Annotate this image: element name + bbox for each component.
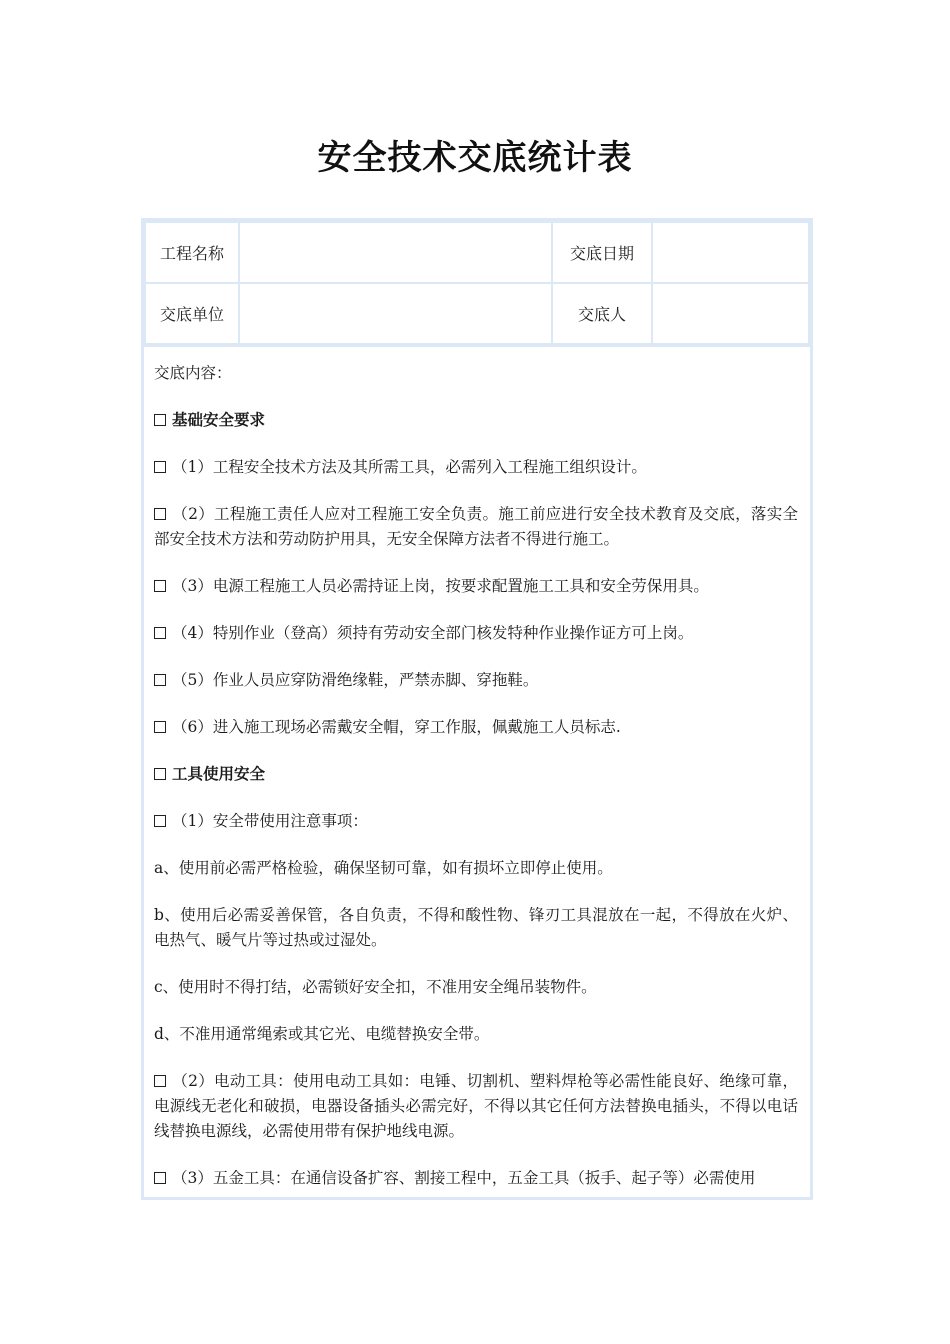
paragraph-text: （5）作业人员应穿防滑绝缘鞋，严禁赤脚、穿拖鞋。 <box>172 671 539 689</box>
content-paragraph <box>154 621 798 646</box>
paragraph-text: （1）安全带使用注意事项： <box>172 812 368 830</box>
paragraph-text: （1）工程安全技术方法及其所需工具，必需列入工程施工组织设计。 <box>172 458 647 476</box>
unit-label: 交底单位 <box>145 283 239 344</box>
paragraph-text: （3）五金工具：在通信设备扩容、割接工程中，五金工具（扳手、起子等）必需使用 <box>172 1169 756 1187</box>
paragraph-text: d、不准用通常绳索或其它光、电缆替换安全带。 <box>154 1025 490 1043</box>
info-row-2 <box>145 283 809 344</box>
paragraph-text: （3）电源工程施工人员必需持证上岗，按要求配置施工工具和安全劳保用具。 <box>172 577 709 595</box>
content-paragraph <box>154 1022 798 1047</box>
content-paragraphs <box>154 408 798 1191</box>
content-paragraph <box>154 715 798 740</box>
paragraph-text: a、使用前必需严格检验，确保坚韧可靠，如有损坏立即停止使用。 <box>154 859 613 877</box>
section-heading <box>154 762 798 787</box>
checkbox-icon[interactable] <box>154 508 166 520</box>
info-row-1 <box>145 222 809 283</box>
content-paragraph <box>154 1166 798 1191</box>
content-paragraph <box>154 455 798 480</box>
person-field[interactable] <box>652 283 809 344</box>
content-area <box>144 345 810 1197</box>
content-paragraph <box>154 502 798 552</box>
content-paragraph <box>154 856 798 881</box>
content-paragraph <box>154 574 798 599</box>
paragraph-text: （4）特别作业（登高）须持有劳动安全部门核发特种作业操作证方可上岗。 <box>172 624 694 642</box>
section-heading <box>154 408 798 433</box>
paragraph-text: （6）进入施工现场必需戴安全帽，穿工作服，佩戴施工人员标志. <box>172 718 621 736</box>
content-paragraph <box>154 975 798 1000</box>
checkbox-icon[interactable] <box>154 461 166 473</box>
checkbox-icon[interactable] <box>154 674 166 686</box>
content-label: 交底内容： <box>154 364 232 382</box>
project-name-field[interactable] <box>239 222 552 283</box>
info-table <box>144 221 810 345</box>
project-name-label: 工程名称 <box>145 222 239 283</box>
record-sheet <box>141 218 813 1200</box>
checkbox-icon[interactable] <box>154 580 166 592</box>
paragraph-text: 基础安全要求 <box>172 411 266 429</box>
checkbox-icon[interactable] <box>154 1172 166 1184</box>
content-paragraph <box>154 668 798 693</box>
checkbox-icon[interactable] <box>154 1075 166 1087</box>
date-label: 交底日期 <box>552 222 652 283</box>
paragraph-text: c、使用时不得打结，必需锁好安全扣，不准用安全绳吊装物件。 <box>154 978 597 996</box>
checkbox-icon[interactable] <box>154 627 166 639</box>
paragraph-text: 工具使用安全 <box>172 765 266 783</box>
person-label: 交底人 <box>552 283 652 344</box>
checkbox-icon[interactable] <box>154 414 166 426</box>
checkbox-icon[interactable] <box>154 815 166 827</box>
paragraph-text: b、使用后必需妥善保管，各自负责，不得和酸性物、锋刃工具混放在一起，不得放在火炉、电热气、暖气片等过热或过湿处。 <box>154 906 798 949</box>
content-paragraph <box>154 903 798 953</box>
page-title: 安全技术交底统计表 <box>317 138 633 178</box>
paragraph-text: （2）电动工具：使用电动工具如：电锤、切割机、塑料焊枪等必需性能良好、绝缘可靠，电源线无老化和破损，电器设备插头必需完好，不得以其它任何方法替换电插头，不得以电话线替换电源线，必需使用带有保护地线电源。 <box>154 1072 798 1140</box>
unit-field[interactable] <box>239 283 552 344</box>
checkbox-icon[interactable] <box>154 721 166 733</box>
paragraph-text: （2）工程施工责任人应对工程施工安全负责。施工前应进行安全技术教育及交底，落实全部安全技术方法和劳动防护用具，无安全保障方法者不得进行施工。 <box>154 505 798 548</box>
content-paragraph <box>154 809 798 834</box>
checkbox-icon[interactable] <box>154 768 166 780</box>
date-field[interactable] <box>652 222 809 283</box>
content-paragraph <box>154 1069 798 1144</box>
